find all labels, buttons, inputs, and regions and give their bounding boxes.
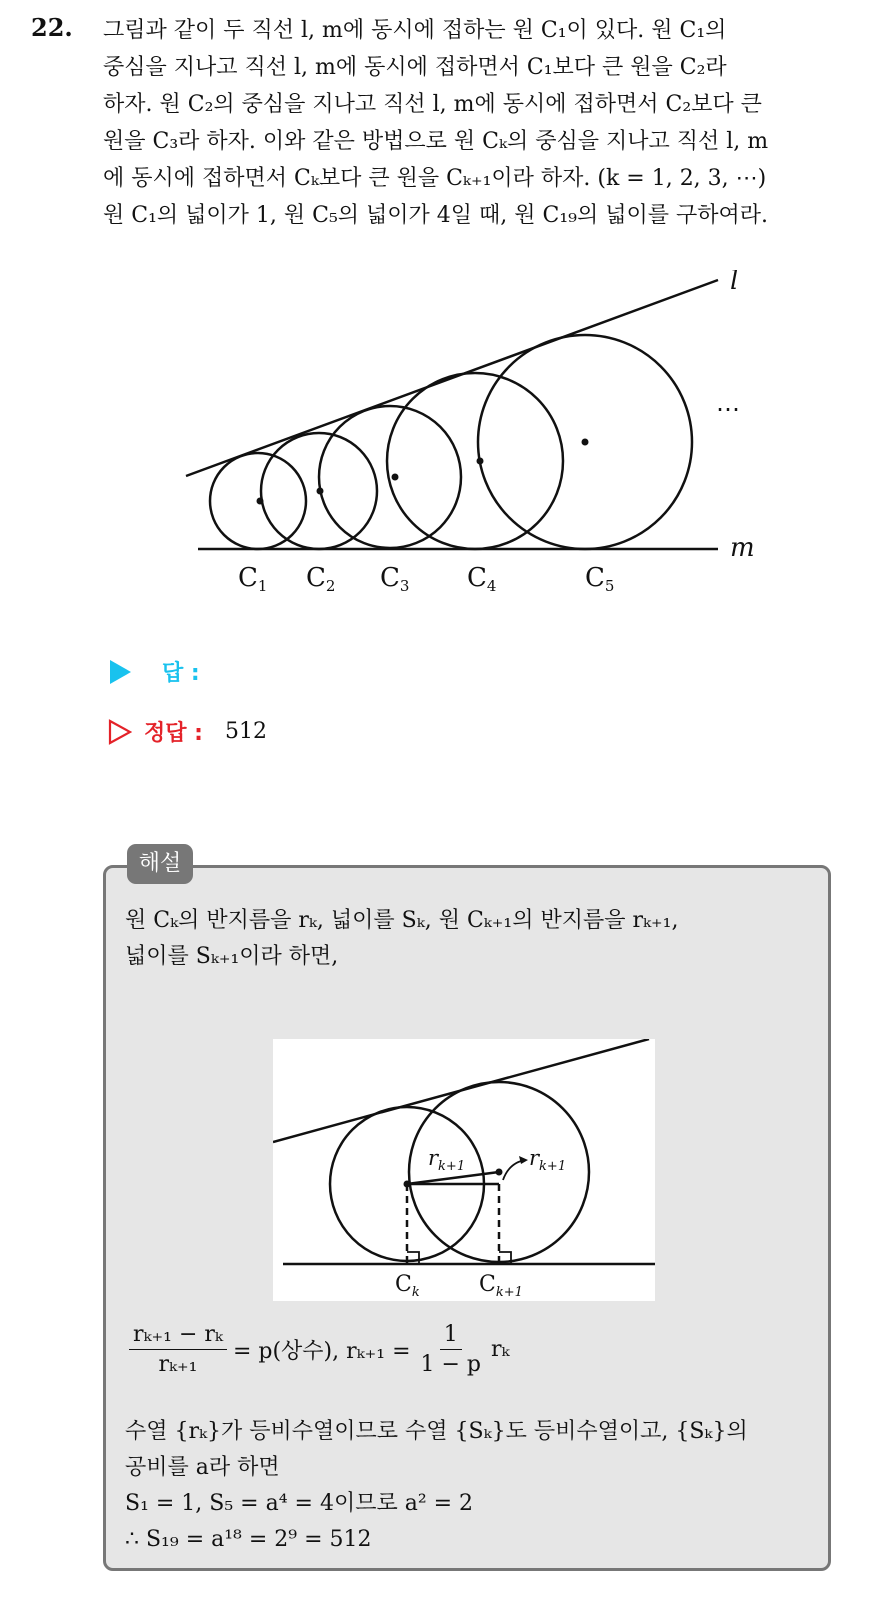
solution-line: 공비를 a라 하면 bbox=[125, 1455, 280, 1480]
radius-arrow-head bbox=[519, 1156, 528, 1164]
problem-line: 에 동시에 접하면서 Cₖ보다 큰 원을 Cₖ₊₁이라 하자. (k = 1, 2, 3, ⋯) bbox=[103, 166, 767, 191]
problem-line: 중심을 지나고 직선 l, m에 동시에 접하면서 C₁보다 큰 원을 C₂라 bbox=[103, 55, 727, 80]
two-circle-figure bbox=[273, 1039, 655, 1301]
play-arrow-icon bbox=[108, 659, 132, 685]
circle-label-ck: $C_k$ bbox=[395, 1272, 420, 1300]
center-c4 bbox=[477, 458, 484, 465]
fraction-numerator: 1 bbox=[440, 1322, 462, 1350]
solution-line: ∴ S₁₉ = a¹⁸ = 2⁹ = 512 bbox=[125, 1527, 372, 1552]
circle-label-c3: C3 bbox=[380, 563, 410, 595]
correct-answer-value: 512 bbox=[224, 719, 267, 744]
radius-label-1: $r_{k+1}$ bbox=[428, 1146, 466, 1174]
answer-label: 답 : bbox=[162, 661, 200, 686]
radius-label-2: $r_{k+1}$ bbox=[529, 1146, 567, 1174]
fraction-numerator: rₖ₊₁ − rₖ bbox=[129, 1322, 227, 1350]
circle-label-c5: C5 bbox=[585, 563, 615, 595]
circle-label-ck1: $C_{k+1}$ bbox=[479, 1272, 523, 1300]
problem-line: 원을 C₃라 하자. 이와 같은 방법으로 원 Cₖ의 중심을 지나고 직선 l, m bbox=[103, 129, 769, 154]
solution-line: S₁ = 1, S₅ = a⁴ = 4이므로 a² = 2 bbox=[125, 1491, 474, 1516]
center-c2 bbox=[317, 488, 324, 495]
problem-number: 22. bbox=[31, 13, 73, 42]
circle-c4 bbox=[387, 373, 563, 549]
problem-statement bbox=[103, 12, 855, 234]
problem-line: 하자. 원 C₂의 중심을 지나고 직선 l, m에 동시에 접하면서 C₂보다 큰 bbox=[103, 92, 762, 117]
center-c1 bbox=[257, 498, 264, 505]
center-c5 bbox=[582, 439, 589, 446]
fraction-denominator: 1 − p bbox=[420, 1352, 482, 1377]
equation-tail: rₖ bbox=[491, 1337, 510, 1362]
circle-label-c4: C4 bbox=[467, 563, 497, 595]
circle-label-c2: C2 bbox=[306, 563, 336, 595]
ellipsis-label: ⋯ bbox=[716, 395, 740, 423]
solution-conclusion bbox=[125, 1414, 748, 1558]
center-ck bbox=[404, 1181, 411, 1188]
solution-intro bbox=[125, 903, 678, 975]
solution-line: 넓이를 Sₖ₊₁이라 하면, bbox=[125, 944, 339, 969]
tangent-circles-figure bbox=[180, 270, 780, 610]
outline-arrow-icon bbox=[108, 719, 132, 745]
fraction-ratio bbox=[129, 1322, 227, 1377]
problem-line: 원 C₁의 넓이가 1, 원 C₅의 넓이가 4일 때, 원 C₁₉의 넓이를 구하여라. bbox=[103, 203, 768, 228]
solution-tag: 해설 bbox=[127, 844, 193, 884]
center-ck1 bbox=[496, 1169, 503, 1176]
correct-answer-row bbox=[108, 716, 267, 747]
problem-line: 그림과 같이 두 직선 l, m에 동시에 접하는 원 C₁이 있다. 원 C₁의 bbox=[103, 18, 727, 43]
ratio-equation bbox=[123, 1322, 510, 1377]
line-l bbox=[186, 280, 718, 476]
fraction-reciprocal bbox=[417, 1322, 486, 1377]
line-m-label: m bbox=[730, 533, 755, 563]
center-c3 bbox=[392, 474, 399, 481]
solution-line: 수열 {rₖ}가 등비수열이므로 수열 {Sₖ}도 등비수열이고, {Sₖ}의 bbox=[125, 1419, 748, 1444]
answer-blank-row bbox=[108, 656, 200, 687]
circle-c3 bbox=[319, 406, 461, 548]
equation-middle: = p(상수), rₖ₊₁ = bbox=[232, 1339, 411, 1364]
line-l-label: l bbox=[730, 270, 739, 296]
correct-answer-label: 정답 : bbox=[144, 721, 203, 746]
fraction-denominator: rₖ₊₁ bbox=[158, 1352, 198, 1377]
circle-label-c1: C1 bbox=[238, 563, 268, 595]
solution-line: 원 Cₖ의 반지름을 rₖ, 넓이를 Sₖ, 원 Cₖ₊₁의 반지름을 rₖ₊₁, bbox=[125, 908, 679, 933]
